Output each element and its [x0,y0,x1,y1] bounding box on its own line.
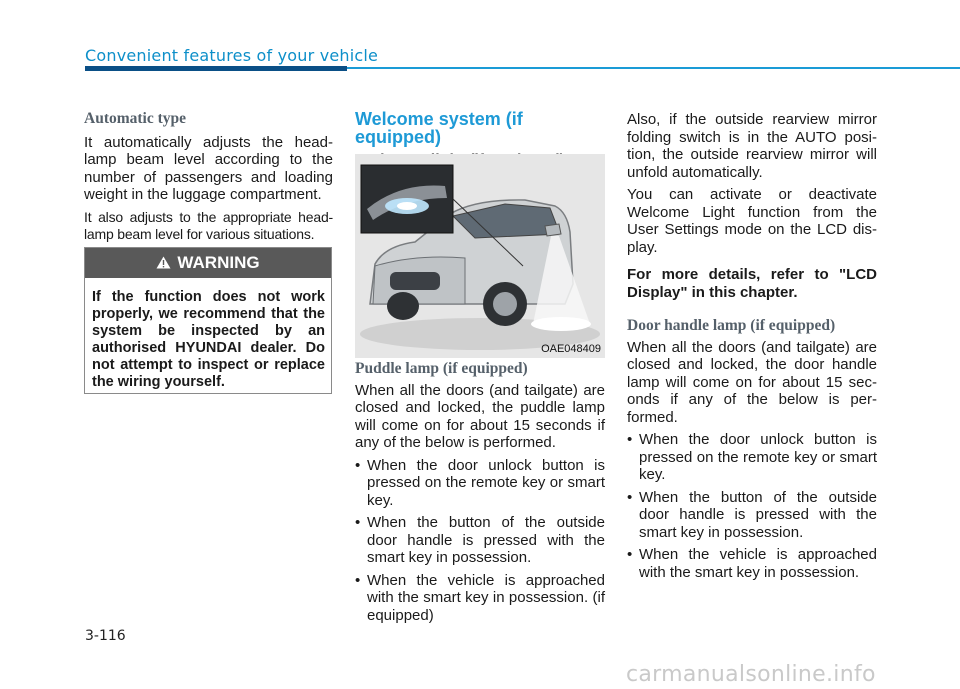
activate-para: You can activate or deactivate Welcome Light function from the User Settings mode on the LCD dis-play. [627,186,877,256]
door-handle-lamp-intro: When all the doors (and tailgate) are closed and locked, the door handle lamp will come on for about 15 sec-onds if any of the below is per-formed. [627,338,877,426]
warning-icon [156,256,171,269]
header-rule-light [347,67,960,69]
automatic-type-para1: It automatically adjusts the head-lamp beam level according to the number of passengers and loading weight in the luggage compartment. [84,133,333,203]
warning-box [84,247,332,394]
middle-column-body [355,360,605,624]
automatic-type-para2: It also adjusts to the appropriate head-lamp beam level for various situations. [84,208,333,242]
list-item: • When the door unlock button is pressed on the remote key or smart key. [355,457,605,510]
lcd-reference-para: For more details, refer to "LCD Display" in this chapter. [627,266,877,301]
warning-bar [85,248,331,278]
right-column [627,111,877,581]
puddle-lamp-intro: When all the doors (and tailgate) are closed and locked, the puddle lamp will come on for about 15 seconds if any of the below is performed. [355,381,605,451]
car-puddle-lamp-illustration [355,154,605,358]
list-item: • When the vehicle is approached with the smart key in possession. [627,546,877,581]
list-item: • When the door unlock button is pressed on the remote key or smart key. [627,431,877,484]
puddle-lamp-bullets [355,457,605,625]
left-column [84,110,333,244]
warning-text: If the function does not work properly, we recommend that the system be inspected by an authorised HYUNDAI dealer. Do not attempt to inspect or replace the wiring yourself. [92,289,325,390]
list-item: • When the button of the outside door handle is pressed with the smart key in possession. [355,514,605,567]
figure-code: OAE048409 [541,343,601,355]
mirror-auto-para: Also, if the outside rearview mirror folding switch is in the AUTO posi-tion, the outside rearview mirror will unfold automatically. [627,111,877,181]
puddle-lamp-heading: Puddle lamp (if equipped) [355,360,528,377]
watermark: carmanualsonline.info [626,662,876,687]
section-header: Convenient features of your vehicle [85,46,379,65]
page-number: 3-116 [85,628,126,644]
warning-label: WARNING [177,253,260,272]
welcome-light-figure [355,154,605,358]
header-rule-dark [85,66,347,71]
welcome-system-heading: Welcome system (if equipped) [355,109,523,147]
door-handle-lamp-heading: Door handle lamp (if equipped) [627,317,836,334]
list-item: • When the button of the outside door handle is pressed with the smart key in possession. [627,489,877,542]
automatic-type-heading: Automatic type [84,110,187,127]
door-handle-lamp-bullets [627,431,877,581]
list-item: • When the vehicle is approached with the smart key in possession. (if equipped) [355,572,605,625]
